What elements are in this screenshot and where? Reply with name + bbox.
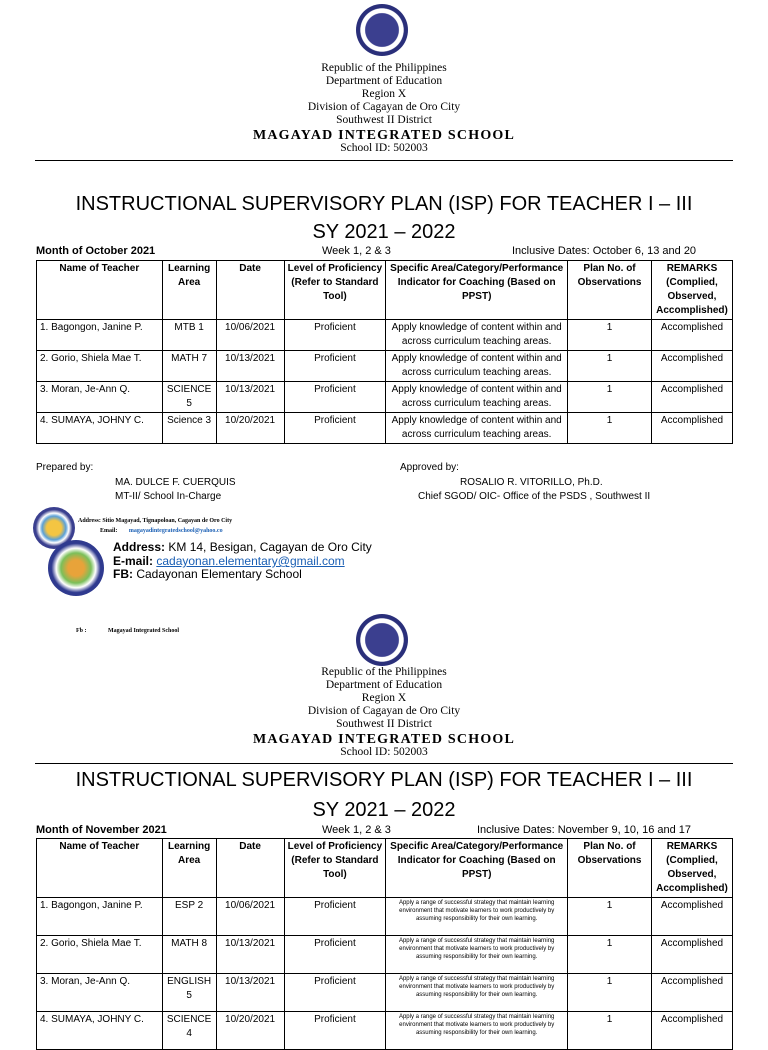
table-row [37, 320, 733, 351]
header-line: Division of Cagayan de Oro City [307, 705, 461, 717]
date: 10/13/2021 [216, 351, 284, 382]
column-header: Level of Proficiency (Refer to Standard Tool) [284, 839, 386, 898]
indicator: Apply a range of successful strategy that maintain learning environment that motivate learners to work productively by assuming responsibility for their own learning. [386, 974, 568, 1012]
inclusive-dates: Inclusive Dates: November 9, 10, 16 and 17 [477, 824, 692, 836]
indicator: Apply a range of successful strategy that maintain learning environment that motivate learners to work productively by assuming responsibility for their own learning. [386, 1012, 568, 1050]
remarks: Accomplished [651, 898, 732, 936]
teacher-name: 3. Moran, Je-Ann Q. [37, 974, 163, 1012]
header-line: Department of Education [325, 75, 443, 87]
header-line: Division of Cagayan de Oro City [307, 101, 461, 113]
proficiency-level: Proficient [284, 413, 386, 444]
column-header: Level of Proficiency (Refer to Standard Tool) [284, 261, 386, 320]
remarks: Accomplished [651, 1012, 732, 1050]
learning-area: MATH 8 [162, 936, 216, 974]
remarks: Accomplished [651, 974, 732, 1012]
remarks: Accomplished [651, 320, 732, 351]
divider [35, 763, 733, 764]
date: 10/13/2021 [216, 974, 284, 1012]
teacher-name: 2. Gorio, Shiela Mae T. [37, 936, 163, 974]
letterhead [0, 62, 768, 155]
letterhead [0, 666, 768, 759]
teacher-name: 1. Bagongon, Janine P. [37, 320, 163, 351]
column-header: Specific Area/Category/Performance Indicator for Coaching (Based on PPST) [386, 839, 568, 898]
indicator: Apply knowledge of content within and across curriculum teaching areas. [386, 413, 568, 444]
column-header: Name of Teacher [37, 839, 163, 898]
email-link[interactable]: cadayonan.elementary@gmail.com [156, 554, 345, 568]
cadayonan-school-logo [48, 540, 104, 596]
column-header: Learning Area [162, 839, 216, 898]
remarks: Accomplished [651, 382, 732, 413]
plan-title: INSTRUCTIONAL SUPERVISORY PLAN (ISP) FOR TEACHER I – III [75, 193, 693, 215]
school-id: School ID: 502003 [340, 142, 428, 154]
remarks: Accomplished [651, 936, 732, 974]
learning-area: MATH 7 [162, 351, 216, 382]
proficiency-level: Proficient [284, 974, 386, 1012]
date: 10/06/2021 [216, 898, 284, 936]
learning-area: ESP 2 [162, 898, 216, 936]
table-row [37, 1012, 733, 1050]
plan-observations: 1 [568, 974, 652, 1012]
date: 10/13/2021 [216, 936, 284, 974]
school-name: MAGAYAD INTEGRATED SCHOOL [252, 732, 516, 747]
header-line: Department of Education [325, 679, 443, 691]
column-header: Name of Teacher [37, 261, 163, 320]
table-row [37, 898, 733, 936]
date: 10/13/2021 [216, 382, 284, 413]
date: 10/06/2021 [216, 320, 284, 351]
small-email-link[interactable]: magayadintegratedschool@yahoo.co [128, 528, 223, 534]
proficiency-level: Proficient [284, 1012, 386, 1050]
small-address: Address: Sitio Magayad, Tignapoloan, Cagayan de Oro City [78, 518, 233, 524]
isp-table-november [36, 838, 733, 1050]
header-line: Republic of the Philippines [321, 62, 447, 74]
prepared-by-label: Prepared by: [36, 462, 94, 473]
approved-by-title: Chief SGOD/ OIC- Office of the PSDS , Southwest II [418, 491, 651, 502]
table-row [37, 413, 733, 444]
column-header: Plan No. of Observations [568, 261, 652, 320]
fb-label: FB: [113, 567, 133, 581]
school-id: School ID: 502003 [340, 746, 428, 758]
teacher-name: 4. SUMAYA, JOHNY C. [37, 1012, 163, 1050]
teacher-name: 4. SUMAYA, JOHNY C. [37, 413, 163, 444]
header-line: Southwest II District [336, 718, 432, 730]
date: 10/20/2021 [216, 413, 284, 444]
table-row [37, 936, 733, 974]
teacher-name: 3. Moran, Je-Ann Q. [37, 382, 163, 413]
prepared-by-title: MT-II/ School In-Charge [115, 491, 222, 502]
school-year: SY 2021 – 2022 [312, 799, 456, 821]
plan-observations: 1 [568, 320, 652, 351]
learning-area: MTB 1 [162, 320, 216, 351]
school-name: MAGAYAD INTEGRATED SCHOOL [252, 128, 516, 143]
proficiency-level: Proficient [284, 320, 386, 351]
isp-table-october [36, 260, 733, 444]
plan-observations: 1 [568, 898, 652, 936]
month-label: Month of October 2021 [36, 245, 156, 257]
prepared-by-name: MA. DULCE F. CUERQUIS [115, 477, 236, 488]
teacher-name: 2. Gorio, Shiela Mae T. [37, 351, 163, 382]
divider [35, 160, 733, 161]
small-fb-label: Fb : [76, 628, 87, 634]
fb-value: Cadayonan Elementary School [136, 567, 302, 581]
proficiency-level: Proficient [284, 936, 386, 974]
approved-by-name: ROSALIO R. VITORILLO, Ph.D. [460, 477, 603, 488]
address-value: KM 14, Besigan, Cagayan de Oro City [168, 540, 372, 554]
column-header: REMARKS (Complied, Observed, Accomplished) [651, 261, 732, 320]
header-line: Republic of the Philippines [321, 666, 447, 678]
proficiency-level: Proficient [284, 898, 386, 936]
indicator: Apply knowledge of content within and across curriculum teaching areas. [386, 320, 568, 351]
column-header: Learning Area [162, 261, 216, 320]
remarks: Accomplished [651, 351, 732, 382]
column-header: REMARKS (Complied, Observed, Accomplished) [651, 839, 732, 898]
plan-observations: 1 [568, 382, 652, 413]
header-line: Region X [361, 88, 407, 100]
remarks: Accomplished [651, 413, 732, 444]
indicator: Apply knowledge of content within and across curriculum teaching areas. [386, 351, 568, 382]
table-row [37, 974, 733, 1012]
proficiency-level: Proficient [284, 351, 386, 382]
proficiency-level: Proficient [284, 382, 386, 413]
small-email-label: Email: [100, 528, 118, 534]
date: 10/20/2021 [216, 1012, 284, 1050]
table-row [37, 351, 733, 382]
week-label: Week 1, 2 & 3 [322, 824, 391, 836]
plan-title: INSTRUCTIONAL SUPERVISORY PLAN (ISP) FOR TEACHER I – III [75, 769, 693, 791]
header-row [37, 261, 733, 320]
small-fb-value: Magayad Integrated School [108, 628, 179, 634]
column-header: Date [216, 261, 284, 320]
learning-area: SCIENCE 4 [162, 1012, 216, 1050]
week-label: Week 1, 2 & 3 [322, 245, 391, 257]
plan-observations: 1 [568, 351, 652, 382]
school-year: SY 2021 – 2022 [312, 221, 456, 243]
column-header: Plan No. of Observations [568, 839, 652, 898]
inclusive-dates: Inclusive Dates: October 6, 13 and 20 [512, 245, 697, 257]
header-line: Region X [361, 692, 407, 704]
plan-observations: 1 [568, 1012, 652, 1050]
month-label: Month of November 2021 [36, 824, 167, 836]
table-row [37, 382, 733, 413]
indicator: Apply a range of successful strategy that maintain learning environment that motivate learners to work productively by assuming responsibility for their own learning. [386, 936, 568, 974]
plan-observations: 1 [568, 936, 652, 974]
indicator: Apply knowledge of content within and across curriculum teaching areas. [386, 382, 568, 413]
learning-area: ENGLISH 5 [162, 974, 216, 1012]
address-label: Address: [113, 540, 166, 554]
column-header: Specific Area/Category/Performance Indicator for Coaching (Based on PPST) [386, 261, 568, 320]
deped-seal-logo [356, 614, 408, 666]
teacher-name: 1. Bagongon, Janine P. [37, 898, 163, 936]
plan-observations: 1 [568, 413, 652, 444]
approved-by-label: Approved by: [400, 462, 459, 473]
learning-area: SCIENCE 5 [162, 382, 216, 413]
column-header: Date [216, 839, 284, 898]
learning-area: Science 3 [162, 413, 216, 444]
header-row [37, 839, 733, 898]
deped-seal-logo [356, 4, 408, 56]
header-line: Southwest II District [336, 114, 432, 126]
indicator: Apply a range of successful strategy that maintain learning environment that motivate learners to work productively by assuming responsibility for their own learning. [386, 898, 568, 936]
email-label: E-mail: [113, 554, 154, 568]
